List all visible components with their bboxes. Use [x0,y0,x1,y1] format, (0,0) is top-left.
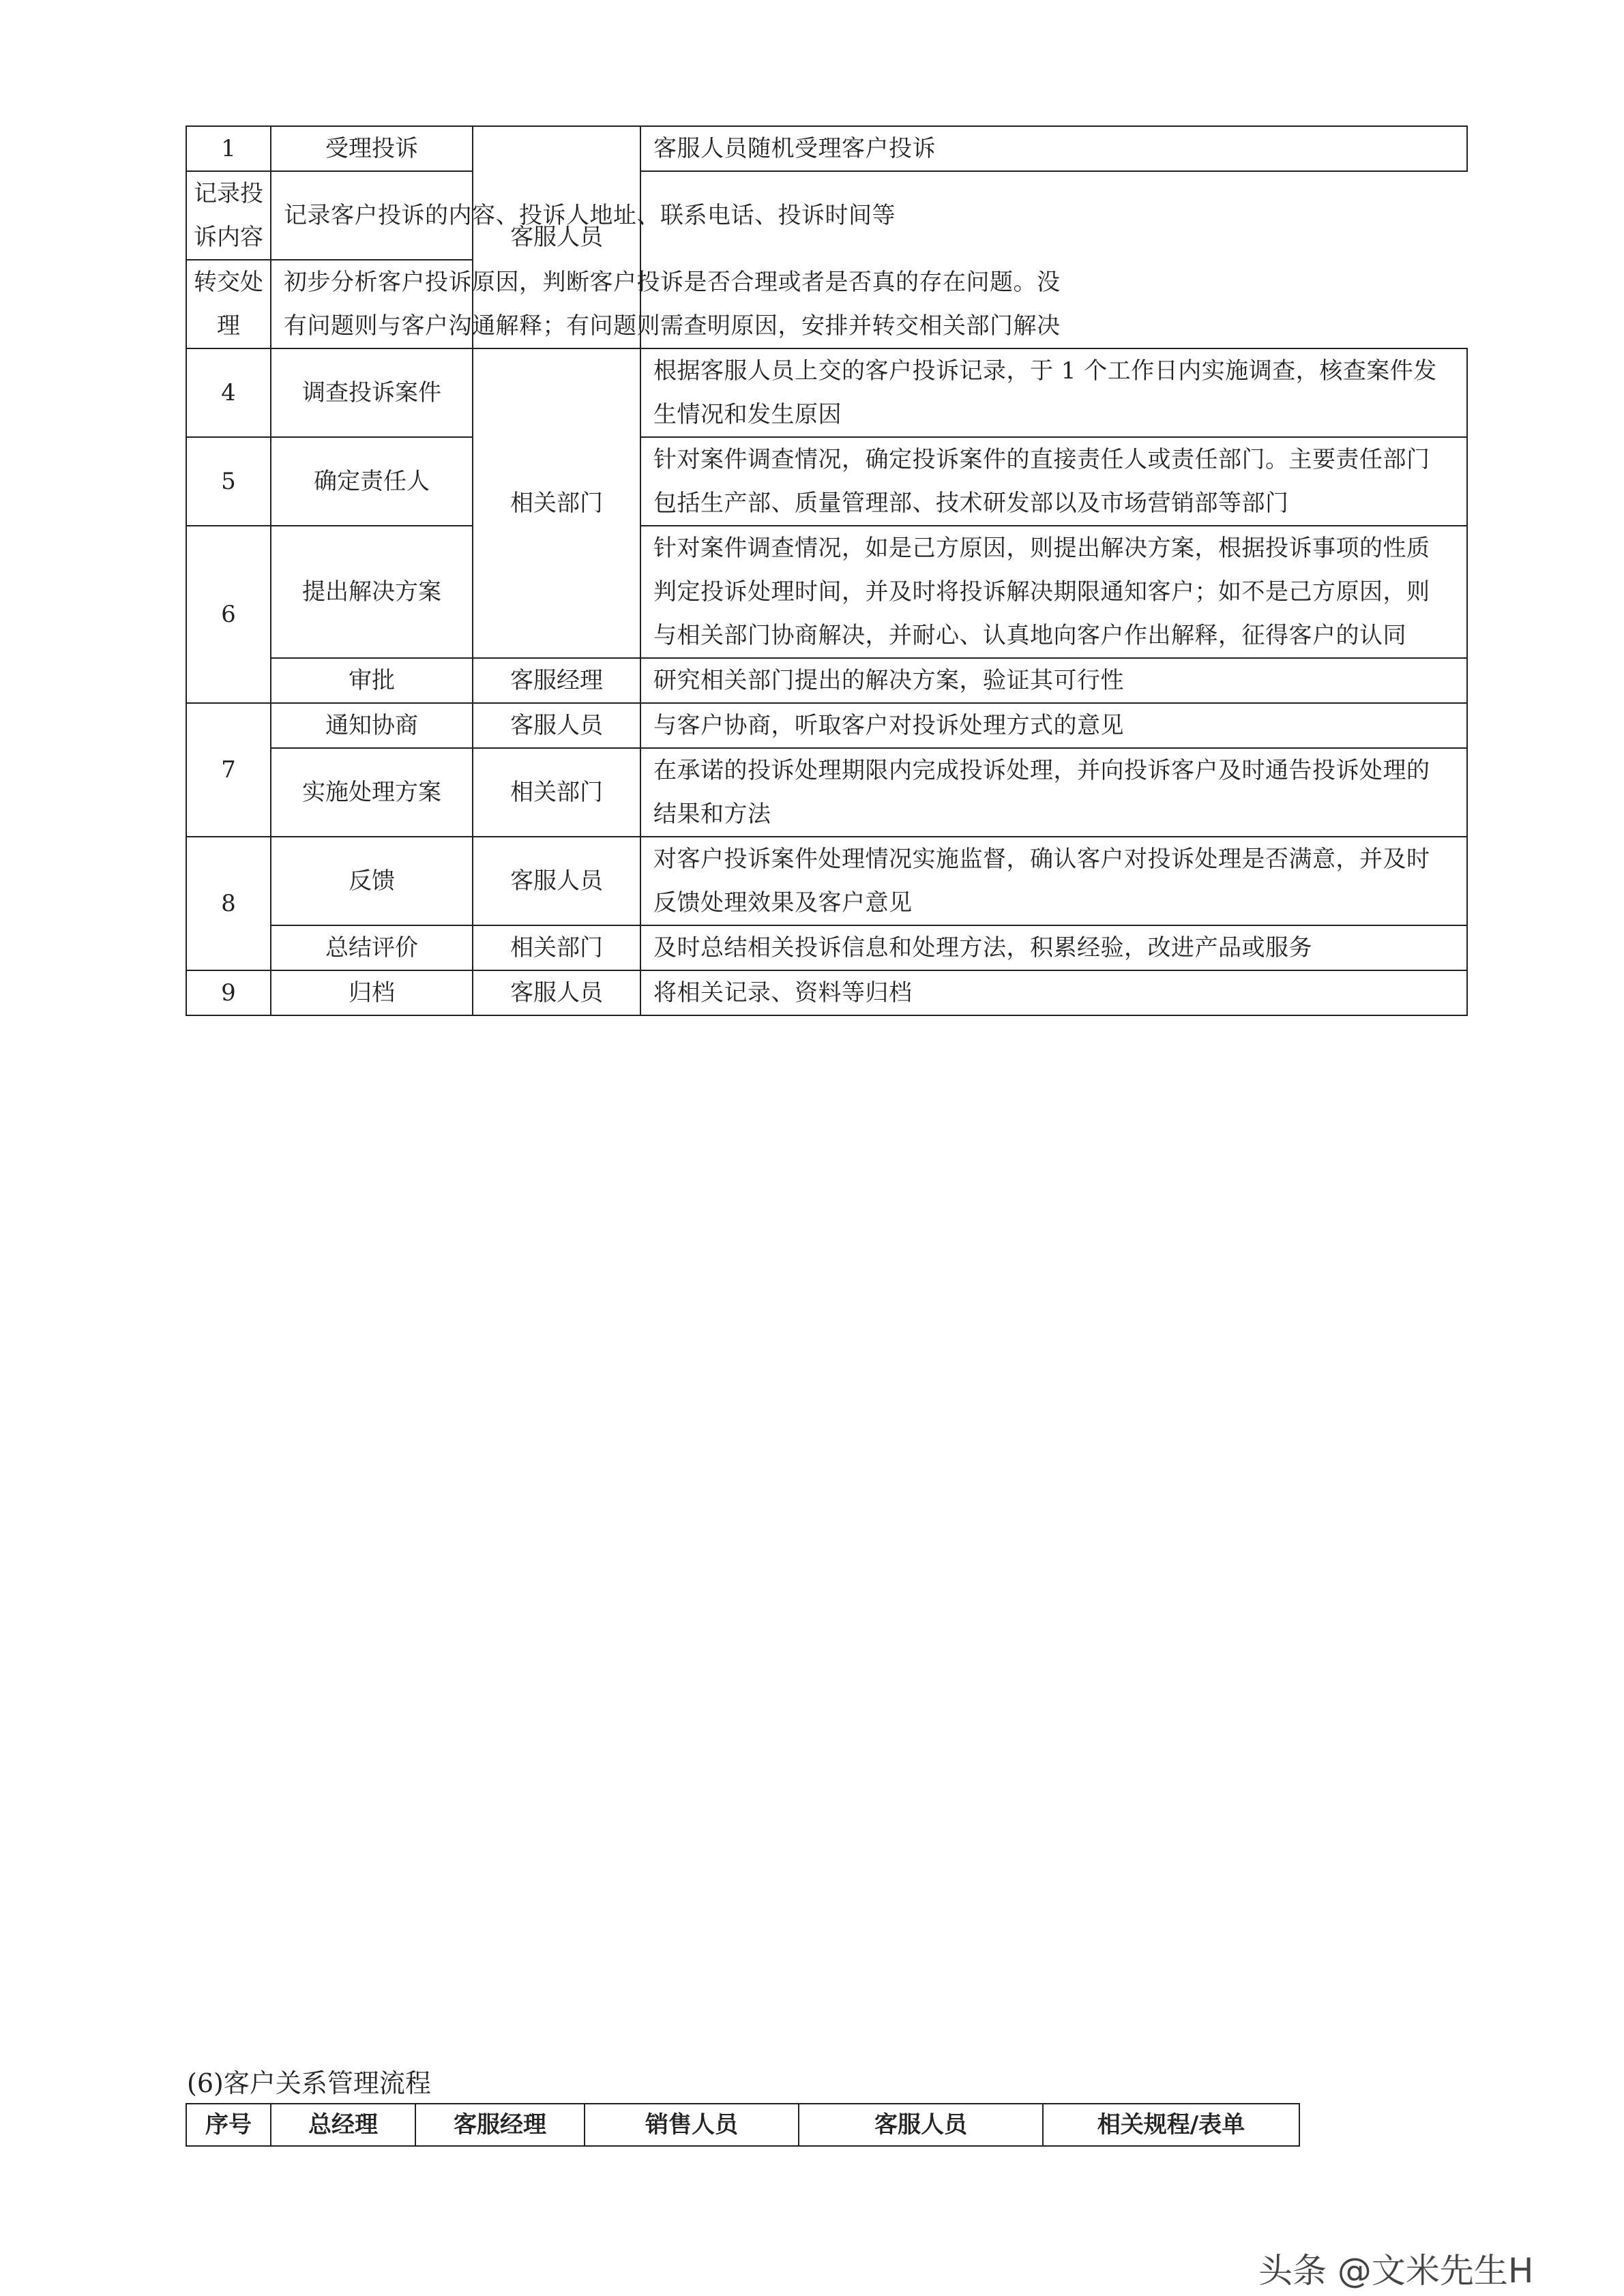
step-description-cell [640,348,1467,437]
step-number-cell: 1 [186,126,271,171]
description-line: 针对案件调查情况，如是己方原因，则提出解决方案，根据投诉事项的性质 [653,535,1430,562]
step-description-cell [271,260,1061,348]
step-number-cell: 8 [186,837,271,970]
header-cell-service-manager: 客服经理 [415,2104,585,2146]
step-description-cell [640,970,1467,1015]
step-description-cell [640,126,1467,171]
description-line: 结果和方法 [653,801,771,828]
step-name-cell: 审批 [271,658,473,703]
section-title: (6)客户关系管理流程 [187,2068,431,2098]
description-line: 生情况和发生原因 [653,401,842,428]
description-line: 及时总结相关投诉信息和处理方法，积累经验，改进产品或服务 [653,934,1312,961]
step-name-cell: 记录投诉内容 [186,171,271,260]
step-number-cell: 7 [186,703,271,837]
table-row [186,925,1467,970]
description-line: 有问题则与客户沟通解释；有问题则需查明原因，安排并转交相关部门解决 [284,312,1061,340]
responsible-role-cell: 客服人员 [473,126,640,348]
table-row [186,658,1467,703]
table-row [186,348,1467,437]
description-line: 将相关记录、资料等归档 [653,979,913,1007]
description-line: 针对案件调查情况，确定投诉案件的直接责任人或责任部门。主要责任部门 [653,446,1430,473]
header-cell-serial: 序号 [186,2104,271,2146]
step-name-cell: 反馈 [271,837,473,925]
header-cell-general-manager: 总经理 [271,2104,415,2146]
responsible-role-cell: 客服人员 [473,970,640,1015]
step-name-cell: 受理投诉 [271,126,473,171]
step-description-cell [640,748,1467,837]
description-line: 研究相关部门提出的解决方案，验证其可行性 [653,667,1124,694]
step-name-cell: 提出解决方案 [271,526,473,658]
description-line: 判定投诉处理时间，并及时将投诉解决期限通知客户；如不是己方原因，则 [653,578,1430,606]
step-name-cell: 总结评价 [271,925,473,970]
step-description-cell [640,526,1467,658]
table-row [186,171,1467,260]
description-line: 根据客服人员上交的客户投诉记录，于 1 个工作日内实施调查，核查案件发 [653,357,1437,385]
header-cell-service-staff: 客服人员 [799,2104,1043,2146]
responsible-role-cell: 客服人员 [473,837,640,925]
description-line: 在承诺的投诉处理期限内完成投诉处理，并向投诉客户及时通告投诉处理的 [653,757,1430,784]
responsible-role-cell: 相关部门 [473,748,640,837]
description-line: 记录客户投诉的内容、投诉人地址、联系电话、投诉时间等 [284,202,896,229]
table-row [186,703,1467,748]
step-name-cell: 通知协商 [271,703,473,748]
crm-process-table [186,2103,1300,2147]
responsible-role-cell: 客服人员 [473,703,640,748]
watermark: 头条 @文米先生H [1258,2251,1534,2291]
step-description-cell [640,658,1467,703]
step-description-cell [640,437,1467,526]
step-description-cell [640,925,1467,970]
step-name-cell: 调查投诉案件 [271,348,473,437]
description-line: 客服人员随机受理客户投诉 [653,135,936,162]
header-cell-forms: 相关规程/表单 [1043,2104,1299,2146]
description-line: 初步分析客户投诉原因，判断客户投诉是否合理或者是否真的存在问题。没 [284,269,1061,296]
description-line: 与相关部门协商解决，并耐心、认真地向客户作出解释，征得客户的认同 [653,622,1406,649]
step-number-cell: 4 [186,348,271,437]
header-cell-sales-staff: 销售人员 [585,2104,799,2146]
step-description-cell [640,837,1467,925]
step-name-cell: 确定责任人 [271,437,473,526]
table-row [186,837,1467,925]
description-line: 反馈处理效果及客户意见 [653,889,913,916]
table-row [186,126,1467,171]
responsible-role-cell: 相关部门 [473,348,640,658]
table-row [186,526,1467,658]
step-description-cell [640,703,1467,748]
responsible-role-cell: 相关部门 [473,925,640,970]
step-number-cell: 6 [186,526,271,703]
table-row [186,748,1467,837]
table-row [186,437,1467,526]
step-name-cell: 归档 [271,970,473,1015]
crm-header-row [186,2104,1299,2146]
complaint-process-table [186,125,1468,1016]
step-number-cell: 5 [186,437,271,526]
table-row [186,260,1467,348]
step-name-cell: 转交处理 [186,260,271,348]
responsible-role-cell: 客服经理 [473,658,640,703]
description-line: 对客户投诉案件处理情况实施监督，确认客户对投诉处理是否满意，并及时 [653,846,1430,873]
description-line: 包括生产部、质量管理部、技术研发部以及市场营销部等部门 [653,490,1289,517]
step-number-cell: 9 [186,970,271,1015]
step-name-cell: 实施处理方案 [271,748,473,837]
table-row [186,970,1467,1015]
description-line: 与客户协商，听取客户对投诉处理方式的意见 [653,712,1124,739]
